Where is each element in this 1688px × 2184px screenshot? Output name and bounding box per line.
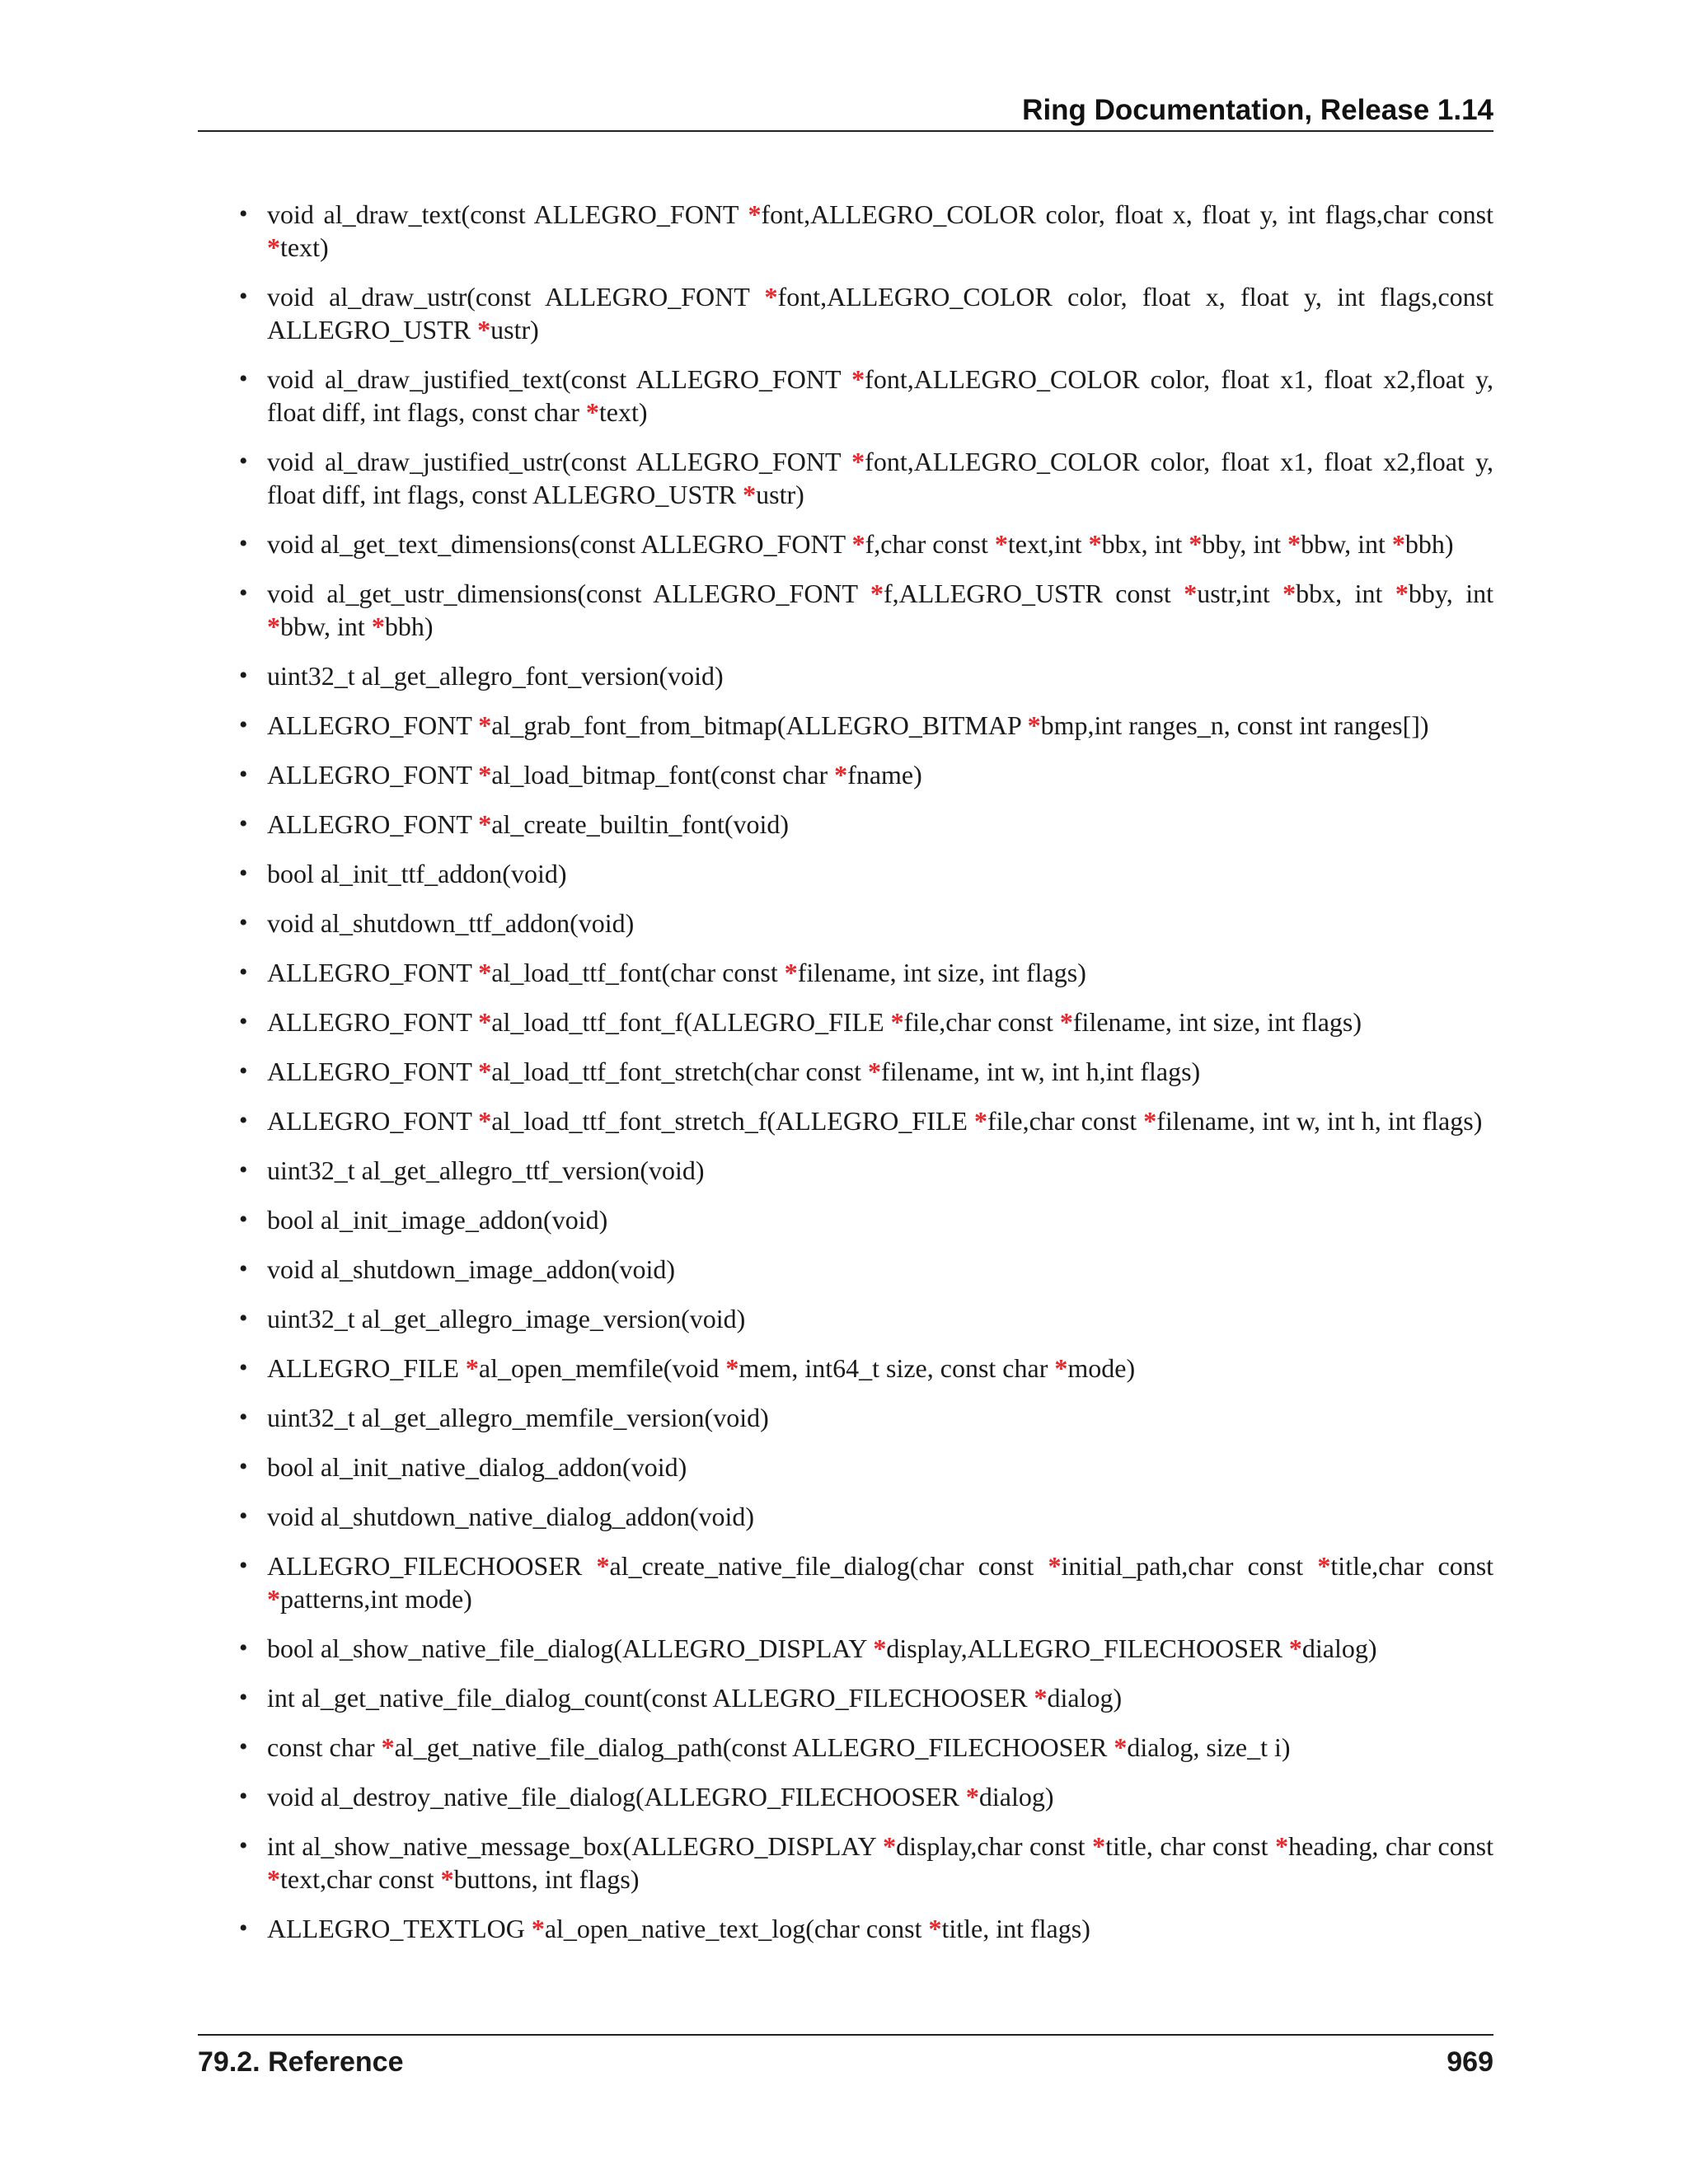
function-signature-item	[198, 857, 1493, 890]
pointer-asterisk: *	[883, 1831, 897, 1861]
signature-text: void al_destroy_native_file_dialog(ALLEGRO_FILECHOOSER	[267, 1782, 966, 1811]
signature-text: fname)	[847, 760, 922, 790]
function-signature-item	[198, 1203, 1493, 1236]
pointer-asterisk: *	[834, 760, 848, 790]
signature-text: al_load_bitmap_font(const char	[491, 760, 835, 790]
pointer-asterisk: *	[994, 529, 1008, 559]
pointer-asterisk: *	[478, 809, 492, 839]
function-signature-item	[198, 280, 1493, 346]
signature-text: title, int flags)	[941, 1914, 1090, 1943]
function-signature-item	[198, 1451, 1493, 1483]
page-footer	[198, 2034, 1493, 2080]
pointer-asterisk: *	[890, 1007, 904, 1037]
function-signature-item	[198, 1681, 1493, 1714]
signature-text: ALLEGRO_FONT	[267, 958, 479, 987]
pointer-asterisk: *	[1092, 1831, 1106, 1861]
function-signature-item	[198, 659, 1493, 692]
function-signature-item	[198, 1154, 1493, 1187]
pointer-asterisk: *	[440, 1864, 454, 1894]
signature-text: ALLEGRO_FONT	[267, 1057, 479, 1086]
signature-text: al_create_native_file_dialog(char const	[609, 1551, 1048, 1581]
pointer-asterisk: *	[267, 1584, 280, 1614]
pointer-asterisk: *	[1054, 1353, 1068, 1383]
function-signature-item	[198, 1731, 1493, 1764]
signature-text: bby, int	[1202, 529, 1288, 559]
signature-text: void al_draw_text(const ALLEGRO_FONT	[267, 199, 748, 229]
signature-text: ALLEGRO_FONT	[267, 809, 479, 839]
pointer-asterisk: *	[478, 958, 492, 987]
pointer-asterisk: *	[1395, 579, 1409, 608]
signature-text: bool al_init_native_dialog_addon(void)	[267, 1452, 687, 1482]
signature-text: al_open_native_text_log(char const	[544, 1914, 929, 1943]
signature-text: dialog, size_t i)	[1127, 1732, 1291, 1762]
signature-text: int al_get_native_file_dialog_count(const ALLEGRO_FILECHOOSER	[267, 1683, 1034, 1713]
pointer-asterisk: *	[381, 1732, 395, 1762]
signature-text: bbx, int	[1101, 529, 1189, 559]
signature-list	[198, 198, 1493, 1945]
signature-text: void al_get_text_dimensions(const ALLEGRO_FONT	[267, 529, 852, 559]
signature-text: bool al_init_image_addon(void)	[267, 1205, 608, 1235]
pointer-asterisk: *	[851, 529, 865, 559]
signature-text: al_open_memfile(void	[478, 1353, 726, 1383]
signature-text: al_grab_font_from_bitmap(ALLEGRO_BITMAP	[491, 710, 1028, 740]
pointer-asterisk: *	[965, 1782, 979, 1811]
signature-text: al_create_builtin_font(void)	[491, 809, 790, 839]
function-signature-item	[198, 907, 1493, 940]
pointer-asterisk: *	[477, 315, 491, 344]
pointer-asterisk: *	[478, 760, 492, 790]
function-signature-item	[198, 1780, 1493, 1813]
function-signature-item	[198, 1005, 1493, 1038]
signature-text: ustr)	[756, 480, 804, 509]
signature-text: ALLEGRO_FILE	[267, 1353, 466, 1383]
signature-text: initial_path,char const	[1061, 1551, 1318, 1581]
signature-text: void al_shutdown_image_addon(void)	[267, 1254, 676, 1284]
pointer-asterisk: *	[478, 1106, 492, 1136]
function-signature-item	[198, 1104, 1493, 1137]
signature-text: font,ALLEGRO_COLOR color, float x, float y, int flags,const ALLEGRO_USTR	[267, 282, 1494, 344]
pointer-asterisk: *	[725, 1353, 739, 1383]
signature-text: text,int	[1007, 529, 1089, 559]
pointer-asterisk: *	[1143, 1106, 1157, 1136]
pointer-asterisk: *	[873, 1633, 887, 1663]
pointer-asterisk: *	[870, 579, 884, 608]
pointer-asterisk: *	[1048, 1551, 1062, 1581]
signature-text: mode)	[1067, 1353, 1136, 1383]
pointer-asterisk: *	[1027, 710, 1041, 740]
function-signature-item	[198, 758, 1493, 791]
signature-text: dialog)	[978, 1782, 1054, 1811]
pointer-asterisk: *	[371, 612, 385, 641]
signature-text: f,ALLEGRO_USTR const	[883, 579, 1184, 608]
function-signature-item	[198, 1912, 1493, 1945]
pointer-asterisk: *	[267, 1864, 280, 1894]
signature-text: display,ALLEGRO_FILECHOOSER	[886, 1633, 1289, 1663]
function-signature-item	[198, 1830, 1493, 1896]
signature-text: filename, int w, int h, int flags)	[1156, 1106, 1483, 1136]
signature-text: void al_draw_justified_ustr(const ALLEGRO_FONT	[267, 447, 852, 476]
signature-text: filename, int size, int flags)	[1072, 1007, 1362, 1037]
signature-text: filename, int size, int flags)	[797, 958, 1086, 987]
pointer-asterisk: *	[267, 232, 280, 262]
signature-text: bby, int	[1408, 579, 1494, 608]
signature-text: font,ALLEGRO_COLOR color, float x1, float x2,float y, float diff, int flags, const ALLEGRO_USTR	[267, 447, 1494, 509]
signature-text: al_load_ttf_font(char const	[491, 958, 785, 987]
signature-text: ustr)	[490, 315, 539, 344]
pointer-asterisk: *	[1275, 1831, 1289, 1861]
signature-text: al_get_native_file_dialog_path(const ALLEGRO_FILECHOOSER	[394, 1732, 1114, 1762]
signature-text: file,char const	[903, 1007, 1060, 1037]
pointer-asterisk: *	[1288, 1633, 1302, 1663]
pointer-asterisk: *	[868, 1057, 882, 1086]
function-signature-item	[198, 1401, 1493, 1434]
section-label: 79.2. Reference	[198, 2046, 404, 2078]
signature-text: bool al_show_native_file_dialog(ALLEGRO_DISPLAY	[267, 1633, 874, 1663]
signature-text: ustr,int	[1197, 579, 1283, 608]
function-signature-item	[198, 1055, 1493, 1088]
pointer-asterisk: *	[1088, 529, 1102, 559]
pointer-asterisk: *	[585, 397, 599, 427]
pointer-asterisk: *	[743, 480, 757, 509]
pointer-asterisk: *	[1034, 1683, 1048, 1713]
signature-text: font,ALLEGRO_COLOR color, float x, float y, int flags,char const	[761, 199, 1494, 229]
function-signature-item	[198, 956, 1493, 989]
pointer-asterisk: *	[1114, 1732, 1128, 1762]
pointer-asterisk: *	[928, 1914, 942, 1943]
pointer-asterisk: *	[1184, 579, 1198, 608]
signature-text: file,char const	[987, 1106, 1144, 1136]
function-signature-item	[198, 1500, 1493, 1533]
signature-text: const char	[267, 1732, 382, 1762]
signature-text: al_load_ttf_font_stretch(char const	[491, 1057, 869, 1086]
page-header	[198, 92, 1493, 132]
function-signature-item	[198, 445, 1493, 511]
signature-text: display,char const	[896, 1831, 1093, 1861]
signature-text: bbh)	[384, 612, 434, 641]
function-signature-item	[198, 1302, 1493, 1335]
signature-text: uint32_t al_get_allegro_memfile_version(void)	[267, 1403, 769, 1432]
function-signature-item	[198, 198, 1493, 264]
signature-text: void al_shutdown_ttf_addon(void)	[267, 908, 635, 938]
signature-text: ALLEGRO_FONT	[267, 760, 479, 790]
signature-text: bbh)	[1404, 529, 1454, 559]
pointer-asterisk: *	[1189, 529, 1203, 559]
signature-text: filename, int w, int h,int flags)	[881, 1057, 1201, 1086]
signature-text: heading, char const	[1288, 1831, 1494, 1861]
pointer-asterisk: *	[478, 1057, 492, 1086]
signature-text: ALLEGRO_FONT	[267, 710, 479, 740]
function-signature-item	[198, 1549, 1493, 1615]
function-signature-item	[198, 527, 1493, 560]
signature-text: uint32_t al_get_allegro_ttf_version(void)	[267, 1155, 705, 1185]
signature-text: uint32_t al_get_allegro_image_version(void)	[267, 1304, 746, 1333]
signature-text: al_load_ttf_font_stretch_f(ALLEGRO_FILE	[491, 1106, 974, 1136]
pointer-asterisk: *	[1317, 1551, 1331, 1581]
page-number: 969	[1447, 2046, 1493, 2078]
pointer-asterisk: *	[973, 1106, 987, 1136]
signature-text: patterns,int mode)	[280, 1584, 472, 1614]
signature-text: buttons, int flags)	[453, 1864, 640, 1894]
function-signature-item	[198, 1632, 1493, 1665]
signature-text: uint32_t al_get_allegro_font_version(void)	[267, 661, 724, 691]
pointer-asterisk: *	[784, 958, 798, 987]
signature-text: title,char const	[1330, 1551, 1494, 1581]
pointer-asterisk: *	[748, 199, 762, 229]
signature-text: text,char const	[280, 1864, 441, 1894]
signature-text: bmp,int ranges_n, const int ranges[])	[1040, 710, 1429, 740]
pointer-asterisk: *	[478, 1007, 492, 1037]
pointer-asterisk: *	[267, 612, 280, 641]
function-signature-item	[198, 577, 1493, 643]
pointer-asterisk: *	[1282, 579, 1296, 608]
function-signature-item	[198, 1352, 1493, 1385]
signature-text: font,ALLEGRO_COLOR color, float x1, float x2,float y, float diff, int flags, const char	[267, 364, 1493, 427]
pointer-asterisk: *	[851, 447, 865, 476]
signature-text: al_load_ttf_font_f(ALLEGRO_FILE	[491, 1007, 891, 1037]
signature-text: text)	[280, 232, 329, 262]
pointer-asterisk: *	[478, 710, 492, 740]
signature-text: dialog)	[1047, 1683, 1123, 1713]
pointer-asterisk: *	[1287, 529, 1301, 559]
pointer-asterisk: *	[764, 282, 778, 312]
pointer-asterisk: *	[465, 1353, 479, 1383]
signature-text: ALLEGRO_TEXTLOG	[267, 1914, 532, 1943]
function-signature-item	[198, 363, 1493, 429]
signature-text: title, char const	[1105, 1831, 1276, 1861]
signature-text: ALLEGRO_FONT	[267, 1007, 479, 1037]
function-signature-item	[198, 808, 1493, 841]
pointer-asterisk: *	[596, 1551, 610, 1581]
function-reference-list	[198, 198, 1493, 1961]
pointer-asterisk: *	[1059, 1007, 1073, 1037]
pointer-asterisk: *	[1391, 529, 1405, 559]
signature-text: void al_draw_ustr(const ALLEGRO_FONT	[267, 282, 765, 312]
signature-text: ALLEGRO_FILECHOOSER	[267, 1551, 597, 1581]
document-title: Ring Documentation, Release 1.14	[1022, 94, 1493, 126]
signature-text: text)	[598, 397, 648, 427]
pointer-asterisk: *	[531, 1914, 545, 1943]
signature-text: bbw, int	[280, 612, 372, 641]
signature-text: bbx, int	[1296, 579, 1395, 608]
signature-text: f,char const	[865, 529, 995, 559]
signature-text: void al_shutdown_native_dialog_addon(void)	[267, 1502, 755, 1531]
signature-text: bool al_init_ttf_addon(void)	[267, 859, 567, 888]
signature-text: void al_get_ustr_dimensions(const ALLEGRO_FONT	[267, 579, 870, 608]
signature-text: bbw, int	[1301, 529, 1392, 559]
pointer-asterisk: *	[851, 364, 865, 394]
function-signature-item	[198, 709, 1493, 742]
signature-text: void al_draw_justified_text(const ALLEGRO_FONT	[267, 364, 852, 394]
signature-text: ALLEGRO_FONT	[267, 1106, 479, 1136]
signature-text: dialog)	[1301, 1633, 1377, 1663]
signature-text: mem, int64_t size, const char	[738, 1353, 1055, 1383]
function-signature-item	[198, 1253, 1493, 1286]
signature-text: int al_show_native_message_box(ALLEGRO_DISPLAY	[267, 1831, 884, 1861]
